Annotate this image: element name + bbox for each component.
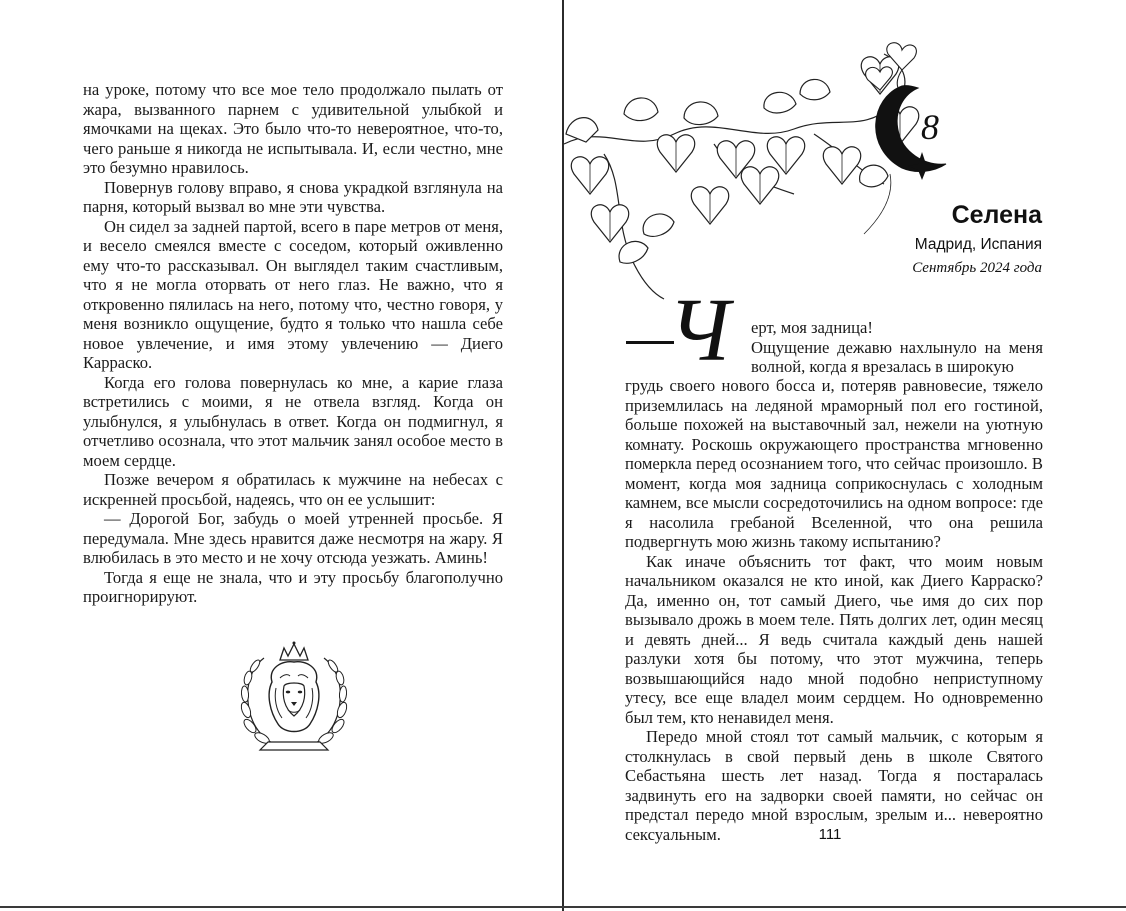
- opening-lines: [751, 318, 1043, 377]
- paragraph: Позже вечером я обратилась к мужчине на небесах с искренней просьбой, надеясь, что он ее услышит:: [83, 470, 503, 509]
- dropcap-dash: [626, 341, 674, 344]
- paragraph: Как иначе объяснить тот факт, что моим новым начальником оказался не кто иной, как Диего Карраско? Да, именно он, тот самый Диего, чье имя до сих пор вызывало дрожь в моем теле. Пять долгих лет, один месяц и девять дней... Я ведь считала каждый день нашей разлуки хотя бы потому, что этот мужчина, теперь возвышающийся надо мной подобно неприступному утесу, все еще владел моим сердцем. Но одновременно был тем, кто ненавидел меня.: [625, 551, 1043, 727]
- right-page: [564, 0, 1126, 911]
- paragraph: на уроке, потому что все мое тело продолжало пылать от жара, вызванного парнем с удивительной улыбкой и ямочками на щеках. Это было что-то невероятное, что-то, чего раньше я никогда не испытывала. И, если честно, мне это безумно нравилось.: [83, 80, 503, 177]
- paragraph: Передо мной стоял тот самый мальчик, с которым я столкнулась в свой первый день в школе Святого Себастьяна шесть лет назад. Тогда я постаралась задвинуть его на задворки своей памяти, но сейчас он предстал передо мной взрослым, зрелым и... невероятно сексуальным.: [625, 727, 1043, 844]
- chapter-location: Мадрид, Испания: [914, 236, 1042, 253]
- chapter-number: 8: [921, 107, 939, 147]
- chapter-date: Сентябрь 2024 года: [912, 260, 1042, 276]
- left-page-text: [83, 80, 503, 607]
- opening-line: ерт, моя задница!: [751, 318, 873, 337]
- right-page-text: [625, 376, 1043, 844]
- paragraph: — Дорогой Бог, забудь о моей утренней просьбе. Я передумала. Мне здесь нравится даже несмотря на жару. Я влюбилась в это место и не хочу отсюда уезжать. Аминь!: [83, 509, 503, 567]
- paragraph: Когда его голова повернулась ко мне, а карие глаза встретились с моими, я не отвела взгляд. Когда он улыбнулся, я улыбнулась в ответ. Когда он подмигнул, я отчетливо осознала, что этот мальчик занял особое место в моем сердце.: [83, 372, 503, 470]
- page-number: 111: [818, 826, 842, 843]
- paragraph: Он сидел за задней партой, всего в паре метров от меня, и весело смеялся вместе с соседом, который оживленно ему что-то рассказывал. Он выглядел таким счастливым, что я не могла оторвать от него глаз. Не важно, что я откровенно пялилась на него, потому что, честно говоря, у меня возникло ощущение, будто я только что нашла себе новое увлечение, и имя этому увлечению — Диего Карраско.: [83, 216, 503, 372]
- bottom-rule: [0, 906, 1126, 908]
- paragraph: грудь своего нового босса и, потеряв равновесие, тяжело приземлилась на ледяной мраморный пол его гостиной, больше похожей на выставочный зал, нежели на уютную комнату. Роскошь окружающего пространства мгновенно померкла перед осознанием того, что сейчас произошло. В момент, когда моя задница соприкоснулась с холодным камнем, все мысли сосредоточились на одном вопросе: где я насолила гребаной Вселенной, что она решила подвергнуть мою жизнь такому испытанию?: [625, 376, 1043, 551]
- opening-line: Ощущение дежавю нахлынуло на меня волной, когда я врезалась в широкую: [751, 337, 1043, 376]
- dropcap-letter: Ч: [668, 281, 731, 380]
- left-page: [0, 0, 562, 911]
- paragraph: Тогда я еще не знала, что и эту просьбу благополучно проигнорируют.: [83, 567, 503, 606]
- chapter-title: Селена: [951, 201, 1042, 229]
- lion-crest-icon: [238, 638, 350, 758]
- paragraph: Повернув голову вправо, я снова украдкой взглянула на парня, который вызвал во мне эти чувства.: [83, 177, 503, 216]
